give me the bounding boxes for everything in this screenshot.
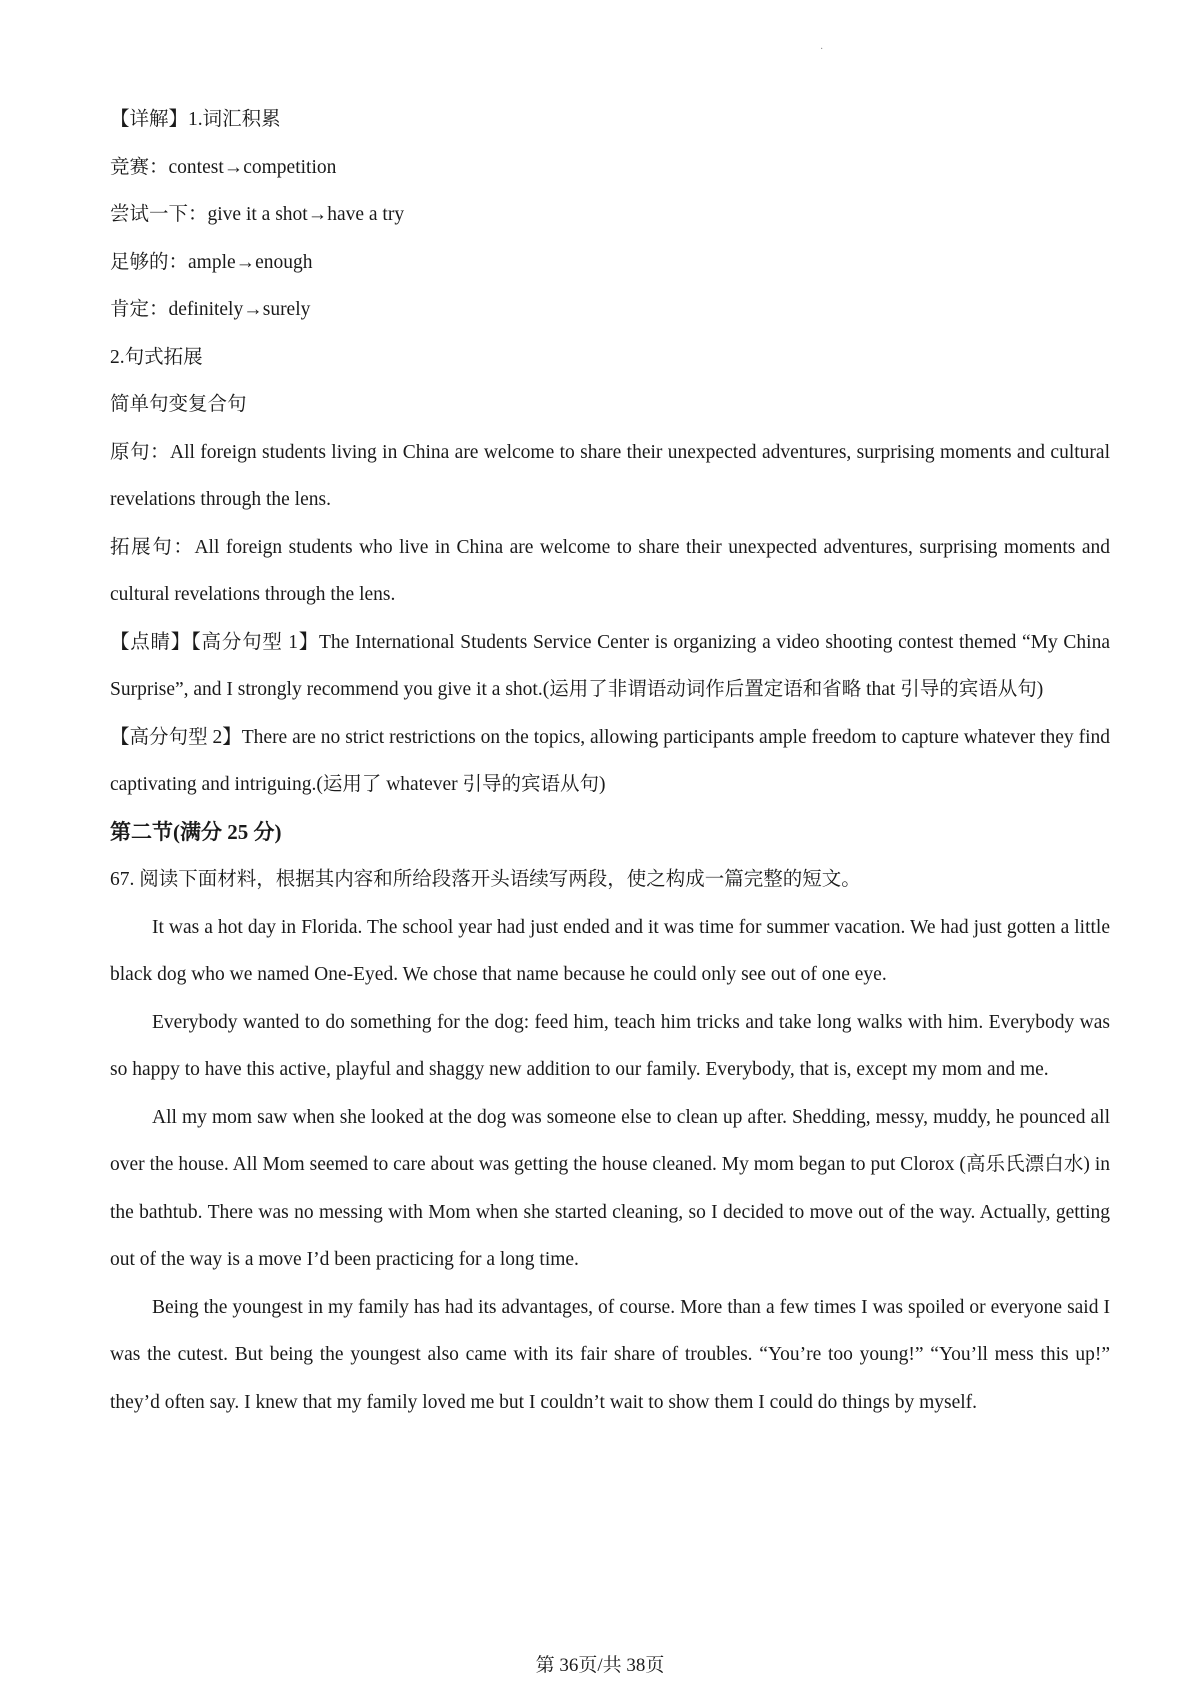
story-paragraph-4: Being the youngest in my family has had its advantages, of course. More than a few times I was spoiled or everyone said I was the cutest. But being the youngest also came with its fair share of troubles. “You’re too young!” “You’ll mess this up!” they’d often say. I knew that my family loved me but I couldn’t wait to show them I could do things by myself. [110, 1296, 1110, 1413]
story-paragraph-2: Everybody wanted to do something for the dog: feed him, teach him tricks and take long walks with him. Everybody was so happy to have this active, playful and shaggy new addition to our family. Everybody, that is, except my mom and me. [110, 1011, 1110, 1080]
page-number: 第 36页/共 38页 [535, 1655, 665, 1676]
sentence-section-title: 2.句式拓展 [110, 346, 203, 368]
story-paragraph-1: It was a hot day in Florida. The school year had just ended and it was time for summer vacation. We had just gotten a little black dog who we named One-Eyed. We chose that name because he could only see out of one eye. [110, 916, 1110, 985]
vocab-item-1: 竞赛：contest→competition [110, 156, 337, 178]
original-sentence: 原句：All foreign students living in China are welcome to share their unexpected adventures, surprising moments and cultural revelations through the lens. [110, 441, 1110, 510]
sentence-section-subtitle: 简单句变复合句 [110, 394, 247, 415]
highlight-sentence-1: 【点睛】【高分句型 1】The International Students Service Center is organizing a video shooting contest themed “My China Surprise”, and I strongly recommend you give it a shot.(运用了非谓语动词作后置定语和省略 that 引导的宾语从句) [110, 631, 1110, 700]
section-title: 第二节(满分 25 分) [110, 819, 282, 844]
detail-title: 【详解】1.词汇积累 [110, 109, 281, 130]
page-content [110, 96, 1110, 1426]
vocab-item-3: 足够的：ample→enough [110, 251, 313, 273]
highlight-sentence-2: 【高分句型 2】There are no strict restrictions on the topics, allowing participants ample freedom to capture whatever they find captivating and intriguing.(运用了 whatever 引导的宾语从句) [110, 726, 1110, 795]
expanded-sentence: 拓展句：All foreign students who live in China are welcome to share their unexpected adventures, surprising moments and cultural revelations through the lens. [110, 536, 1110, 605]
question-prompt: 67. 阅读下面材料，根据其内容和所给段落开头语续写两段，使之构成一篇完整的短文。 [110, 869, 861, 890]
scan-dot: · [820, 44, 824, 55]
vocab-item-4: 肯定：definitely→surely [110, 299, 311, 320]
story-paragraph-3: All my mom saw when she looked at the dog was someone else to clean up after. Shedding, messy, muddy, he pounced all over the house. All Mom seemed to care about was getting the house cleaned. My mom began to put Clorox (高乐氏漂白水) in the bathtub. There was no messing with Mom when she started cleaning, so I decided to move out of the way. Actually, getting out of the way is a move I’d been practicing for a long time. [110, 1106, 1110, 1270]
vocab-item-2: 尝试一下：give it a shot→have a try [110, 204, 405, 225]
